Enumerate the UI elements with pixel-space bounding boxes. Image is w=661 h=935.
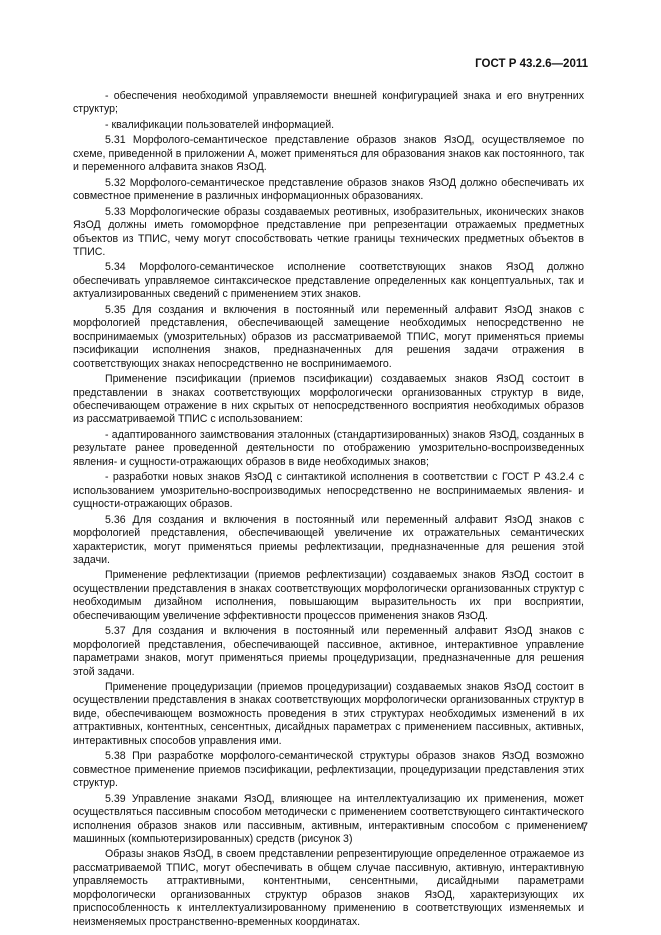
paragraph-5-32: 5.32 Морфолого-семантическое представление образов знаков ЯзОД должно обеспечивать их совместное применение в различных информационных образованиях. <box>73 176 584 203</box>
paragraph-5-35: 5.35 Для создания и включения в постоянный или переменный алфавит ЯзОД знаков с морфологией представления, обеспечивающей замещение необходимых непосредственно не воспринимаемых (умозрительных) образов из рассматриваемой ТПИС, могут применяться приемы пэсификации исполнения знаков, предназначенных для решения задачи отражения в соответствующих знаках непосредственно не воспринимаемого. <box>73 303 584 370</box>
paragraph-list-item: - адаптированного заимствования эталонных (стандартизированных) знаков ЯзОД, созданных в результате ранее проведенной деятельности по отображению умозрительно-воспроизведенных явления- и сущности-отражающих образов в виде необходимых знаков; <box>73 428 584 468</box>
paragraph-list-item: - разработки новых знаков ЯзОД с синтактикой исполнения в соответствии с ГОСТ Р 43.2.4 с использованием умозрительно-воспроизводимых непосредственно не воспринимаемых явления- и сущности-отражающих образов. <box>73 471 584 511</box>
paragraph-text: Образы знаков ЯзОД, в своем представлении репрезентирующие определенное отражаемое из рассматриваемой ТПИС, могут обеспечивать в общем случае пассивную, активную, интерактивную управляемость аттрактивными, контентными, сенсентными, дисайдными параметрами морфологически организованных структур образов знаков ЯзОД, характеризующих их приспособленность к интеллектуализированному применению в соответствующих изменяемых и неизменяемых пространственно-временных координатах. <box>73 848 584 928</box>
document-header: ГОСТ Р 43.2.6—2011 <box>475 58 588 70</box>
paragraph-5-31: 5.31 Морфолого-семантическое представление образов знаков ЯзОД, осуществляемое по схеме, приведенной в приложении А, может применяться для образования знаков как постоянного, так и переменного алфавита знаков ЯзОД. <box>73 134 584 174</box>
paragraph-5-34: 5.34 Морфолого-семантическое исполнение соответствующих знаков ЯзОД должно обеспечивать управляемое синтаксическое представление определенных как концептуальных, так и актуализированных сведений с применением этих знаков. <box>73 261 584 301</box>
paragraph-5-39: 5.39 Управление знаками ЯзОД, влияющее на интеллектуализацию их применения, может осуществляться пассивным способом методически с применением соответствующего синтактического исполнения образов знаков или пассивным, активным, интерактивным способом с применением машинных (компьютеризированных) средств (рисунок 3) <box>73 792 584 846</box>
paragraph-5-38: 5.38 При разработке морфолого-семантической структуры образов знаков ЯзОД возможно совместное применение приемов пэсификации, рефлектизации, процедуризации представления этих структур. <box>73 750 584 790</box>
paragraph-5-36: 5.36 Для создания и включения в постоянный или переменный алфавит ЯзОД знаков с морфологией представления, обеспечивающей увеличение их отражательных семантических характеристик, могут применяться приемы рефлектизации, предназначенные для решения этой задачи. <box>73 513 584 566</box>
paragraph-5-33: 5.33 Морфологические образы создаваемых реотивных, изобразительных, иконических знаков ЯзОД должны иметь гомоморфное представление при репрезентации отражаемых предметных объектов из ТПИС, чему могут способствовать четкие границы технических предметных объектов в ТПИС. <box>73 205 584 258</box>
page-number: 7 <box>581 822 588 834</box>
paragraph-text: Применение рефлектизации (приемов рефлектизации) создаваемых знаков ЯзОД состоит в осуществлении представления в знаках соответствующих морфологически организованных структур с необходимым дизайном исполнения, повышающим выразительность их при восприятии, обеспечивающим увеличение эффективности процессов применения знаков ЯзОД. <box>73 569 584 622</box>
paragraph-list-item: - квалификации пользователей информацией. <box>105 118 335 131</box>
paragraph-text: Применение пэсификации (приемов пэсификации) создаваемых знаков ЯзОД состоит в представлении в знаках соответствующих морфологически организованных структур в виде, обеспечивающем отражение в них скрытых от непосредственного восприятия необходимых образов из рассматриваемой ТПИС с использованием: <box>73 373 584 426</box>
document-body <box>73 90 584 931</box>
paragraph-list-item: - обеспечения необходимой управляемости внешней конфигурацией знака и его внутренних структур; <box>73 90 584 116</box>
paragraph-text: Применение процедуризации (приемов процедуризации) создаваемых знаков ЯзОД состоит в осуществлении представления в знаках соответствующих морфологически организованных структур в виде, обеспечивающем возможность проведения в этих структурах необходимых изменений в их аттрактивных, контентных, сенсентных, дисайдных параметрах с применением пассивных, активных, интерактивных способов управления ими. <box>73 681 584 747</box>
paragraph-5-37: 5.37 Для создания и включения в постоянный или переменный алфавит ЯзОД знаков с морфологией представления, обеспечивающей пассивное, активное, интерактивное управление параметрами знаков, могут применяться приемы процедуризации, предназначенные для решения этой задачи. <box>73 625 584 678</box>
